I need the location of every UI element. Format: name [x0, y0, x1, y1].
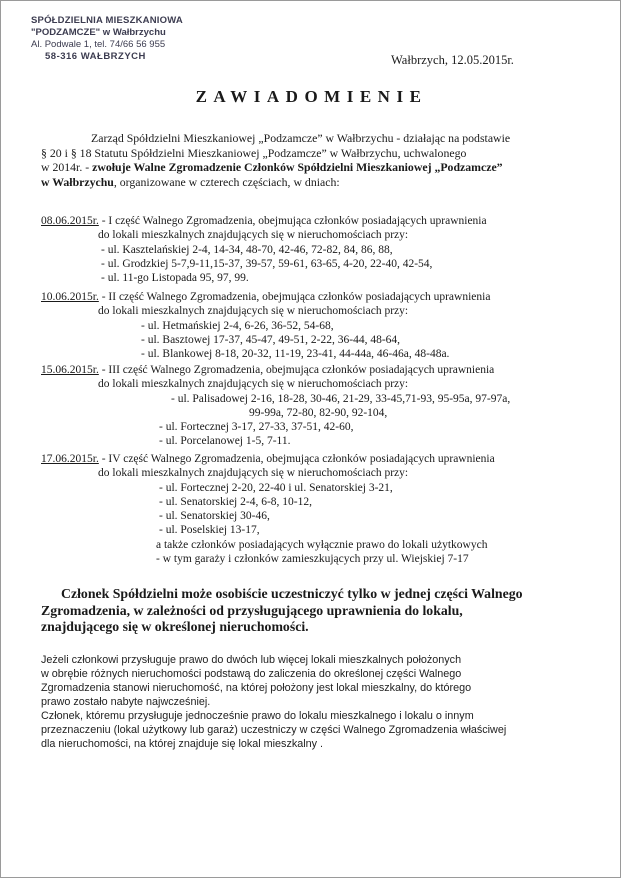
- section-text: - I część Walnego Zgromadzenia, obejmująca członków posiadających uprawnienia: [98, 215, 487, 227]
- rules-line: prawo zostało nabyte najwcześniej.: [41, 696, 211, 708]
- rules-paragraph: [41, 653, 506, 751]
- meeting-section: [41, 290, 490, 361]
- notice-line: Członek Spółdzielni może osobiście uczestniczyć tylko w jednej części Walnego: [61, 586, 523, 601]
- section-date: 15.06.2015r.: [41, 364, 99, 376]
- section-line: - ul. Grodzkiej 5-7,9-11,15-37, 39-57, 59-61, 63-65, 4-20, 22-40, 42-54,: [101, 257, 433, 270]
- section-line: [41, 452, 495, 466]
- section-line: 99-99a, 72-80, 82-90, 92-104,: [249, 406, 388, 419]
- document-title: ZAWIADOMIENIE: [195, 87, 428, 106]
- section-line: - ul. Fortecznej 2-20, 22-40 i ul. Senatorskiej 3-21,: [159, 481, 393, 494]
- intro-line: § 20 i § 18 Statutu Spółdzielni Mieszkaniowej „Podzamcze” w Wałbrzychu, uchwalonego: [41, 145, 467, 160]
- section-line: [41, 214, 487, 228]
- document-date: Wałbrzych, 12.05.2015r.: [391, 53, 514, 67]
- section-line: - ul. Senatorskiej 30-46,: [159, 510, 270, 523]
- section-line: a także członków posiadających wyłącznie prawo do lokali użytkowych: [156, 538, 488, 551]
- intro-text: , organizowane w czterech częściach, w dniach:: [113, 174, 340, 189]
- intro-paragraph: [41, 131, 510, 189]
- rules-line: w obrębie różnych nieruchomości podstawą do zaliczenia do określonej części Walnego: [41, 668, 462, 680]
- section-line: - ul. Hetmańskiej 2-4, 6-26, 36-52, 54-68,: [141, 319, 334, 332]
- rules-line: Zgromadzenia stanowi nieruchomość, na której położony jest lokal mieszkalny, do którego: [41, 682, 472, 694]
- notice-line: znajdującego się w określonej nieruchomości.: [41, 619, 309, 634]
- rules-line: Jeżeli członkowi przysługuje prawo do dwóch lub więcej lokali mieszkalnych położonych: [41, 654, 462, 666]
- intro-bold-text: zwołuje Walne Zgromadzenie Członków Spółdzielni Mieszkaniowej „Podzamcze”: [92, 160, 503, 174]
- meeting-section: [41, 452, 495, 566]
- section-line: - ul. Senatorskiej 2-4, 6-8, 10-12,: [159, 495, 312, 508]
- meeting-section: [41, 363, 510, 449]
- section-date: 08.06.2015r.: [41, 215, 99, 227]
- section-line: [41, 290, 490, 304]
- section-line: do lokali mieszkalnych znajdujących się w nieruchomościach przy:: [98, 378, 409, 391]
- section-line: do lokali mieszkalnych znajdujących się w nieruchomościach przy:: [98, 305, 409, 318]
- important-notice: [41, 586, 523, 636]
- stamp-line: "PODZAMCZE" w Wałbrzychu: [31, 27, 166, 38]
- stamp-line: Al. Podwale 1, tel. 74/66 56 955: [31, 39, 166, 50]
- section-line: - ul. Blankowej 8-18, 20-32, 11-19, 23-41, 44-44a, 46-46a, 48-48a.: [141, 348, 450, 361]
- cooperative-stamp: [31, 15, 183, 63]
- section-line: - w tym garaży i członków zamieszkujących przy ul. Wiejskiej 7-17: [156, 553, 469, 566]
- section-line: do lokali mieszkalnych znajdujących się w nieruchomościach przy:: [98, 229, 409, 242]
- section-line: - ul. Porcelanowej 1-5, 7-11.: [159, 435, 291, 448]
- section-text: - III część Walnego Zgromadzenia, obejmująca członków posiadających uprawnienia: [98, 364, 495, 376]
- rules-line: przeznaczeniu (lokal użytkowy lub garaż) uczestniczy w części Walnego Zgromadzenia właściwej: [41, 724, 507, 736]
- section-line: - ul. Poselskiej 13-17,: [159, 524, 260, 537]
- section-text: - II część Walnego Zgromadzenia, obejmująca członków posiadających uprawnienia: [98, 291, 491, 303]
- section-line: [41, 363, 510, 377]
- rules-line: Członek, któremu przysługuje jednocześnie prawo do lokalu mieszkalnego i lokalu o innym: [41, 710, 474, 722]
- section-text: - IV część Walnego Zgromadzenia, obejmująca członków posiadających uprawnienia: [98, 453, 495, 465]
- section-line: do lokali mieszkalnych znajdujących się w nieruchomościach przy:: [98, 467, 409, 480]
- section-date: 10.06.2015r.: [41, 291, 99, 303]
- section-line: - ul. Kasztelańskiej 2-4, 14-34, 48-70, 42-46, 72-82, 84, 86, 88,: [101, 243, 393, 256]
- stamp-line: 58-316 WAŁBRZYCH: [45, 51, 146, 62]
- notice-line: Zgromadzenia, w zależności od przysługującego uprawnienia do lokalu,: [41, 602, 463, 618]
- section-line: - ul. Palisadowej 2-16, 18-28, 30-46, 21-29, 33-45,71-93, 95-95a, 97-97a,: [171, 392, 511, 405]
- intro-bold-text: w Wałbrzychu: [41, 174, 114, 189]
- section-line: - ul. 11-go Listopada 95, 97, 99.: [101, 272, 249, 285]
- stamp-line: SPÓŁDZIELNIA MIESZKANIOWA: [31, 15, 183, 26]
- rules-line: dla nieruchomości, na której znajduje się lokal mieszkalny .: [41, 738, 324, 750]
- section-line: - ul. Basztowej 17-37, 45-47, 49-51, 2-22, 36-44, 48-64,: [141, 333, 401, 346]
- intro-text: w 2014r. -: [41, 160, 93, 174]
- intro-line: [41, 160, 510, 175]
- intro-line: Zarząd Spółdzielni Mieszkaniowej „Podzamcze” w Wałbrzychu - działając na podstawie: [91, 131, 511, 145]
- section-line: - ul. Fortecznej 3-17, 27-33, 37-51, 42-60,: [159, 421, 354, 434]
- meeting-section: [41, 214, 487, 285]
- section-date: 17.06.2015r.: [41, 453, 99, 465]
- intro-line: [41, 175, 510, 190]
